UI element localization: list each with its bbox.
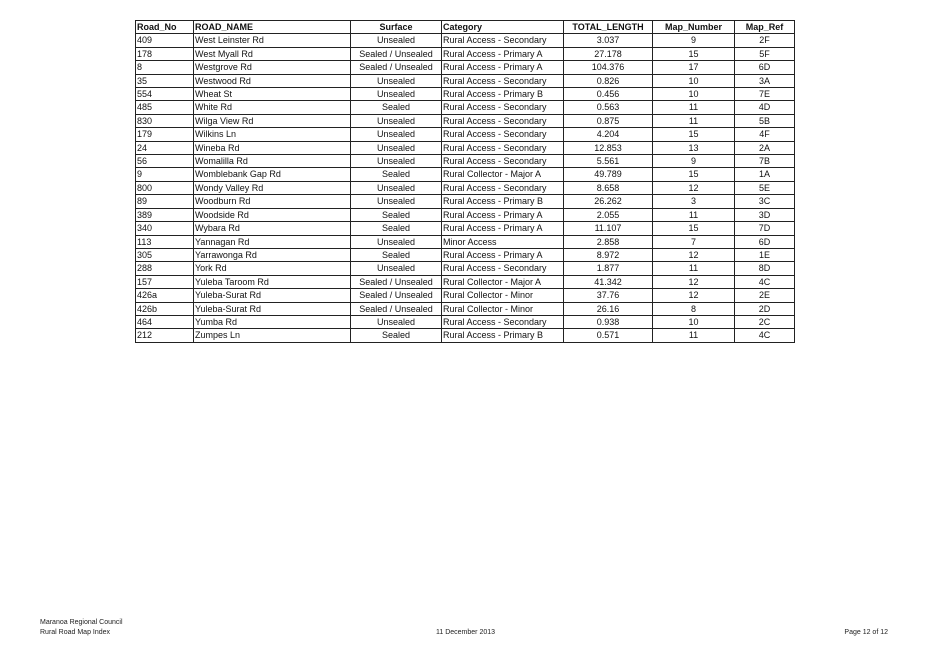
cell-surface: Sealed / Unsealed xyxy=(351,275,442,288)
cell-category: Rural Access - Secondary xyxy=(442,181,564,194)
footer-doc-title: Rural Road Map Index xyxy=(40,629,111,636)
cell-road-name: Wilkins Ln xyxy=(194,128,351,141)
cell-surface: Unsealed xyxy=(351,34,442,47)
cell-map-ref: 6D xyxy=(735,235,795,248)
cell-total-length: 0.938 xyxy=(564,315,653,328)
cell-road-no: 800 xyxy=(136,181,194,194)
cell-total-length: 26.262 xyxy=(564,195,653,208)
cell-road-name: Woodside Rd xyxy=(194,208,351,221)
cell-road-no: 8 xyxy=(136,61,194,74)
cell-road-name: Yuleba-Surat Rd xyxy=(194,302,351,315)
cell-map-number: 15 xyxy=(653,47,735,60)
table-row xyxy=(136,289,795,302)
table-body xyxy=(136,34,795,342)
col-header-map-number: Map_Number xyxy=(653,21,735,34)
cell-map-ref: 5B xyxy=(735,114,795,127)
cell-total-length: 8.658 xyxy=(564,181,653,194)
cell-category: Rural Access - Secondary xyxy=(442,128,564,141)
cell-map-number: 11 xyxy=(653,329,735,342)
cell-road-no: 340 xyxy=(136,222,194,235)
cell-total-length: 0.826 xyxy=(564,74,653,87)
cell-road-no: 389 xyxy=(136,208,194,221)
cell-road-name: Westgrove Rd xyxy=(194,61,351,74)
table-row xyxy=(136,235,795,248)
cell-road-no: 89 xyxy=(136,195,194,208)
cell-road-no: 288 xyxy=(136,262,194,275)
cell-category: Rural Access - Secondary xyxy=(442,141,564,154)
cell-road-no: 464 xyxy=(136,315,194,328)
footer-date: 11 December 2013 xyxy=(436,629,496,636)
cell-total-length: 3.037 xyxy=(564,34,653,47)
table-row xyxy=(136,329,795,342)
cell-road-no: 24 xyxy=(136,141,194,154)
cell-surface: Unsealed xyxy=(351,155,442,168)
cell-surface: Sealed xyxy=(351,208,442,221)
cell-surface: Sealed / Unsealed xyxy=(351,289,442,302)
cell-road-no: 426b xyxy=(136,302,194,315)
cell-total-length: 2.858 xyxy=(564,235,653,248)
cell-surface: Sealed xyxy=(351,168,442,181)
cell-map-ref: 5E xyxy=(735,181,795,194)
cell-total-length: 0.571 xyxy=(564,329,653,342)
cell-road-no: 9 xyxy=(136,168,194,181)
cell-map-number: 12 xyxy=(653,275,735,288)
cell-map-ref: 4C xyxy=(735,275,795,288)
cell-map-ref: 8D xyxy=(735,262,795,275)
table-header-row xyxy=(136,21,795,34)
cell-road-name: Yannagan Rd xyxy=(194,235,351,248)
road-index-table xyxy=(135,20,795,343)
table-row xyxy=(136,302,795,315)
cell-map-number: 12 xyxy=(653,248,735,261)
cell-category: Rural Collector - Major A xyxy=(442,275,564,288)
table-row xyxy=(136,262,795,275)
col-header-road-name: ROAD_NAME xyxy=(194,21,351,34)
cell-road-name: Wheat St xyxy=(194,88,351,101)
cell-category: Rural Access - Secondary xyxy=(442,315,564,328)
cell-map-number: 9 xyxy=(653,34,735,47)
cell-surface: Sealed xyxy=(351,248,442,261)
cell-total-length: 4.204 xyxy=(564,128,653,141)
cell-total-length: 0.875 xyxy=(564,114,653,127)
table-row xyxy=(136,88,795,101)
table-row xyxy=(136,208,795,221)
cell-map-number: 17 xyxy=(653,61,735,74)
cell-map-ref: 7B xyxy=(735,155,795,168)
table-row xyxy=(136,47,795,60)
cell-road-name: Zumpes Ln xyxy=(194,329,351,342)
cell-total-length: 104.376 xyxy=(564,61,653,74)
cell-road-no: 179 xyxy=(136,128,194,141)
cell-road-name: Yarrawonga Rd xyxy=(194,248,351,261)
cell-category: Rural Access - Secondary xyxy=(442,74,564,87)
table-row xyxy=(136,181,795,194)
cell-total-length: 1.877 xyxy=(564,262,653,275)
cell-map-number: 12 xyxy=(653,181,735,194)
cell-map-ref: 3D xyxy=(735,208,795,221)
cell-total-length: 41.342 xyxy=(564,275,653,288)
cell-surface: Unsealed xyxy=(351,88,442,101)
cell-category: Rural Collector - Minor xyxy=(442,289,564,302)
cell-road-name: Wilga View Rd xyxy=(194,114,351,127)
cell-map-ref: 6D xyxy=(735,61,795,74)
cell-surface: Sealed xyxy=(351,222,442,235)
cell-map-number: 13 xyxy=(653,141,735,154)
cell-total-length: 12.853 xyxy=(564,141,653,154)
table-row xyxy=(136,128,795,141)
cell-map-number: 15 xyxy=(653,128,735,141)
cell-road-no: 305 xyxy=(136,248,194,261)
cell-map-number: 12 xyxy=(653,289,735,302)
cell-surface: Unsealed xyxy=(351,114,442,127)
cell-map-number: 15 xyxy=(653,222,735,235)
cell-category: Rural Access - Primary B xyxy=(442,88,564,101)
cell-map-ref: 2E xyxy=(735,289,795,302)
cell-map-ref: 5F xyxy=(735,47,795,60)
cell-map-number: 8 xyxy=(653,302,735,315)
cell-map-number: 3 xyxy=(653,195,735,208)
footer-page-number: Page 12 of 12 xyxy=(844,629,888,636)
cell-road-no: 830 xyxy=(136,114,194,127)
col-header-surface: Surface xyxy=(351,21,442,34)
cell-road-no: 426a xyxy=(136,289,194,302)
cell-total-length: 0.563 xyxy=(564,101,653,114)
cell-total-length: 26.16 xyxy=(564,302,653,315)
cell-map-ref: 7E xyxy=(735,88,795,101)
cell-map-ref: 3C xyxy=(735,195,795,208)
cell-map-number: 11 xyxy=(653,208,735,221)
cell-road-no: 56 xyxy=(136,155,194,168)
cell-road-name: West Leinster Rd xyxy=(194,34,351,47)
cell-map-ref: 2D xyxy=(735,302,795,315)
cell-road-no: 35 xyxy=(136,74,194,87)
cell-category: Rural Access - Primary A xyxy=(442,47,564,60)
cell-category: Rural Access - Primary A xyxy=(442,222,564,235)
cell-category: Rural Access - Primary A xyxy=(442,248,564,261)
cell-map-number: 11 xyxy=(653,101,735,114)
cell-surface: Unsealed xyxy=(351,262,442,275)
cell-road-no: 113 xyxy=(136,235,194,248)
cell-map-number: 10 xyxy=(653,315,735,328)
cell-total-length: 0.456 xyxy=(564,88,653,101)
cell-road-name: Wineba Rd xyxy=(194,141,351,154)
cell-road-name: Womalilla Rd xyxy=(194,155,351,168)
cell-road-name: Westwood Rd xyxy=(194,74,351,87)
cell-surface: Sealed xyxy=(351,329,442,342)
cell-road-no: 554 xyxy=(136,88,194,101)
cell-map-ref: 7D xyxy=(735,222,795,235)
table-row xyxy=(136,222,795,235)
table-row xyxy=(136,141,795,154)
cell-total-length: 2.055 xyxy=(564,208,653,221)
cell-road-name: White Rd xyxy=(194,101,351,114)
cell-map-number: 10 xyxy=(653,88,735,101)
table-row xyxy=(136,168,795,181)
table-row xyxy=(136,195,795,208)
cell-category: Rural Access - Primary B xyxy=(442,329,564,342)
footer-left xyxy=(40,618,123,638)
cell-road-name: Yuleba-Surat Rd xyxy=(194,289,351,302)
cell-category: Rural Access - Primary A xyxy=(442,208,564,221)
footer-org-name: Maranoa Regional Council xyxy=(40,619,123,626)
cell-surface: Unsealed xyxy=(351,181,442,194)
cell-category: Rural Access - Secondary xyxy=(442,155,564,168)
cell-surface: Unsealed xyxy=(351,315,442,328)
cell-category: Rural Access - Secondary xyxy=(442,34,564,47)
cell-map-number: 11 xyxy=(653,262,735,275)
cell-map-number: 10 xyxy=(653,74,735,87)
cell-map-ref: 2C xyxy=(735,315,795,328)
cell-map-number: 11 xyxy=(653,114,735,127)
cell-road-no: 212 xyxy=(136,329,194,342)
table-row xyxy=(136,248,795,261)
cell-surface: Sealed / Unsealed xyxy=(351,47,442,60)
table-row xyxy=(136,275,795,288)
cell-road-no: 485 xyxy=(136,101,194,114)
cell-map-ref: 2F xyxy=(735,34,795,47)
cell-map-number: 15 xyxy=(653,168,735,181)
table-row xyxy=(136,74,795,87)
cell-category: Rural Access - Secondary xyxy=(442,262,564,275)
cell-road-name: Womblebank Gap Rd xyxy=(194,168,351,181)
cell-surface: Unsealed xyxy=(351,74,442,87)
cell-road-no: 157 xyxy=(136,275,194,288)
table-row xyxy=(136,315,795,328)
cell-category: Rural Access - Primary A xyxy=(442,61,564,74)
cell-total-length: 8.972 xyxy=(564,248,653,261)
cell-surface: Unsealed xyxy=(351,235,442,248)
cell-map-number: 9 xyxy=(653,155,735,168)
cell-surface: Unsealed xyxy=(351,141,442,154)
cell-category: Rural Access - Secondary xyxy=(442,101,564,114)
col-header-category: Category xyxy=(442,21,564,34)
cell-road-no: 178 xyxy=(136,47,194,60)
table-row xyxy=(136,34,795,47)
cell-category: Rural Access - Secondary xyxy=(442,114,564,127)
cell-total-length: 37.76 xyxy=(564,289,653,302)
cell-surface: Sealed / Unsealed xyxy=(351,61,442,74)
cell-road-name: Yumba Rd xyxy=(194,315,351,328)
cell-map-ref: 4C xyxy=(735,329,795,342)
cell-category: Rural Collector - Minor xyxy=(442,302,564,315)
cell-category: Minor Access xyxy=(442,235,564,248)
cell-road-name: Wybara Rd xyxy=(194,222,351,235)
cell-total-length: 5.561 xyxy=(564,155,653,168)
cell-road-name: Wondy Valley Rd xyxy=(194,181,351,194)
cell-surface: Sealed xyxy=(351,101,442,114)
col-header-map-ref: Map_Ref xyxy=(735,21,795,34)
cell-total-length: 11.107 xyxy=(564,222,653,235)
cell-category: Rural Access - Primary B xyxy=(442,195,564,208)
cell-total-length: 27.178 xyxy=(564,47,653,60)
cell-map-ref: 1A xyxy=(735,168,795,181)
cell-total-length: 49.789 xyxy=(564,168,653,181)
cell-road-name: York Rd xyxy=(194,262,351,275)
table-row xyxy=(136,61,795,74)
table-row xyxy=(136,114,795,127)
cell-surface: Unsealed xyxy=(351,195,442,208)
col-header-road-no: Road_No xyxy=(136,21,194,34)
cell-road-name: Yuleba Taroom Rd xyxy=(194,275,351,288)
cell-road-name: West Myall Rd xyxy=(194,47,351,60)
cell-road-no: 409 xyxy=(136,34,194,47)
cell-surface: Unsealed xyxy=(351,128,442,141)
table-row xyxy=(136,101,795,114)
col-header-total-length: TOTAL_LENGTH xyxy=(564,21,653,34)
cell-map-number: 7 xyxy=(653,235,735,248)
cell-map-ref: 4D xyxy=(735,101,795,114)
table-row xyxy=(136,155,795,168)
cell-map-ref: 3A xyxy=(735,74,795,87)
cell-surface: Sealed / Unsealed xyxy=(351,302,442,315)
cell-road-name: Woodburn Rd xyxy=(194,195,351,208)
cell-map-ref: 4F xyxy=(735,128,795,141)
cell-category: Rural Collector - Major A xyxy=(442,168,564,181)
cell-map-ref: 2A xyxy=(735,141,795,154)
cell-map-ref: 1E xyxy=(735,248,795,261)
